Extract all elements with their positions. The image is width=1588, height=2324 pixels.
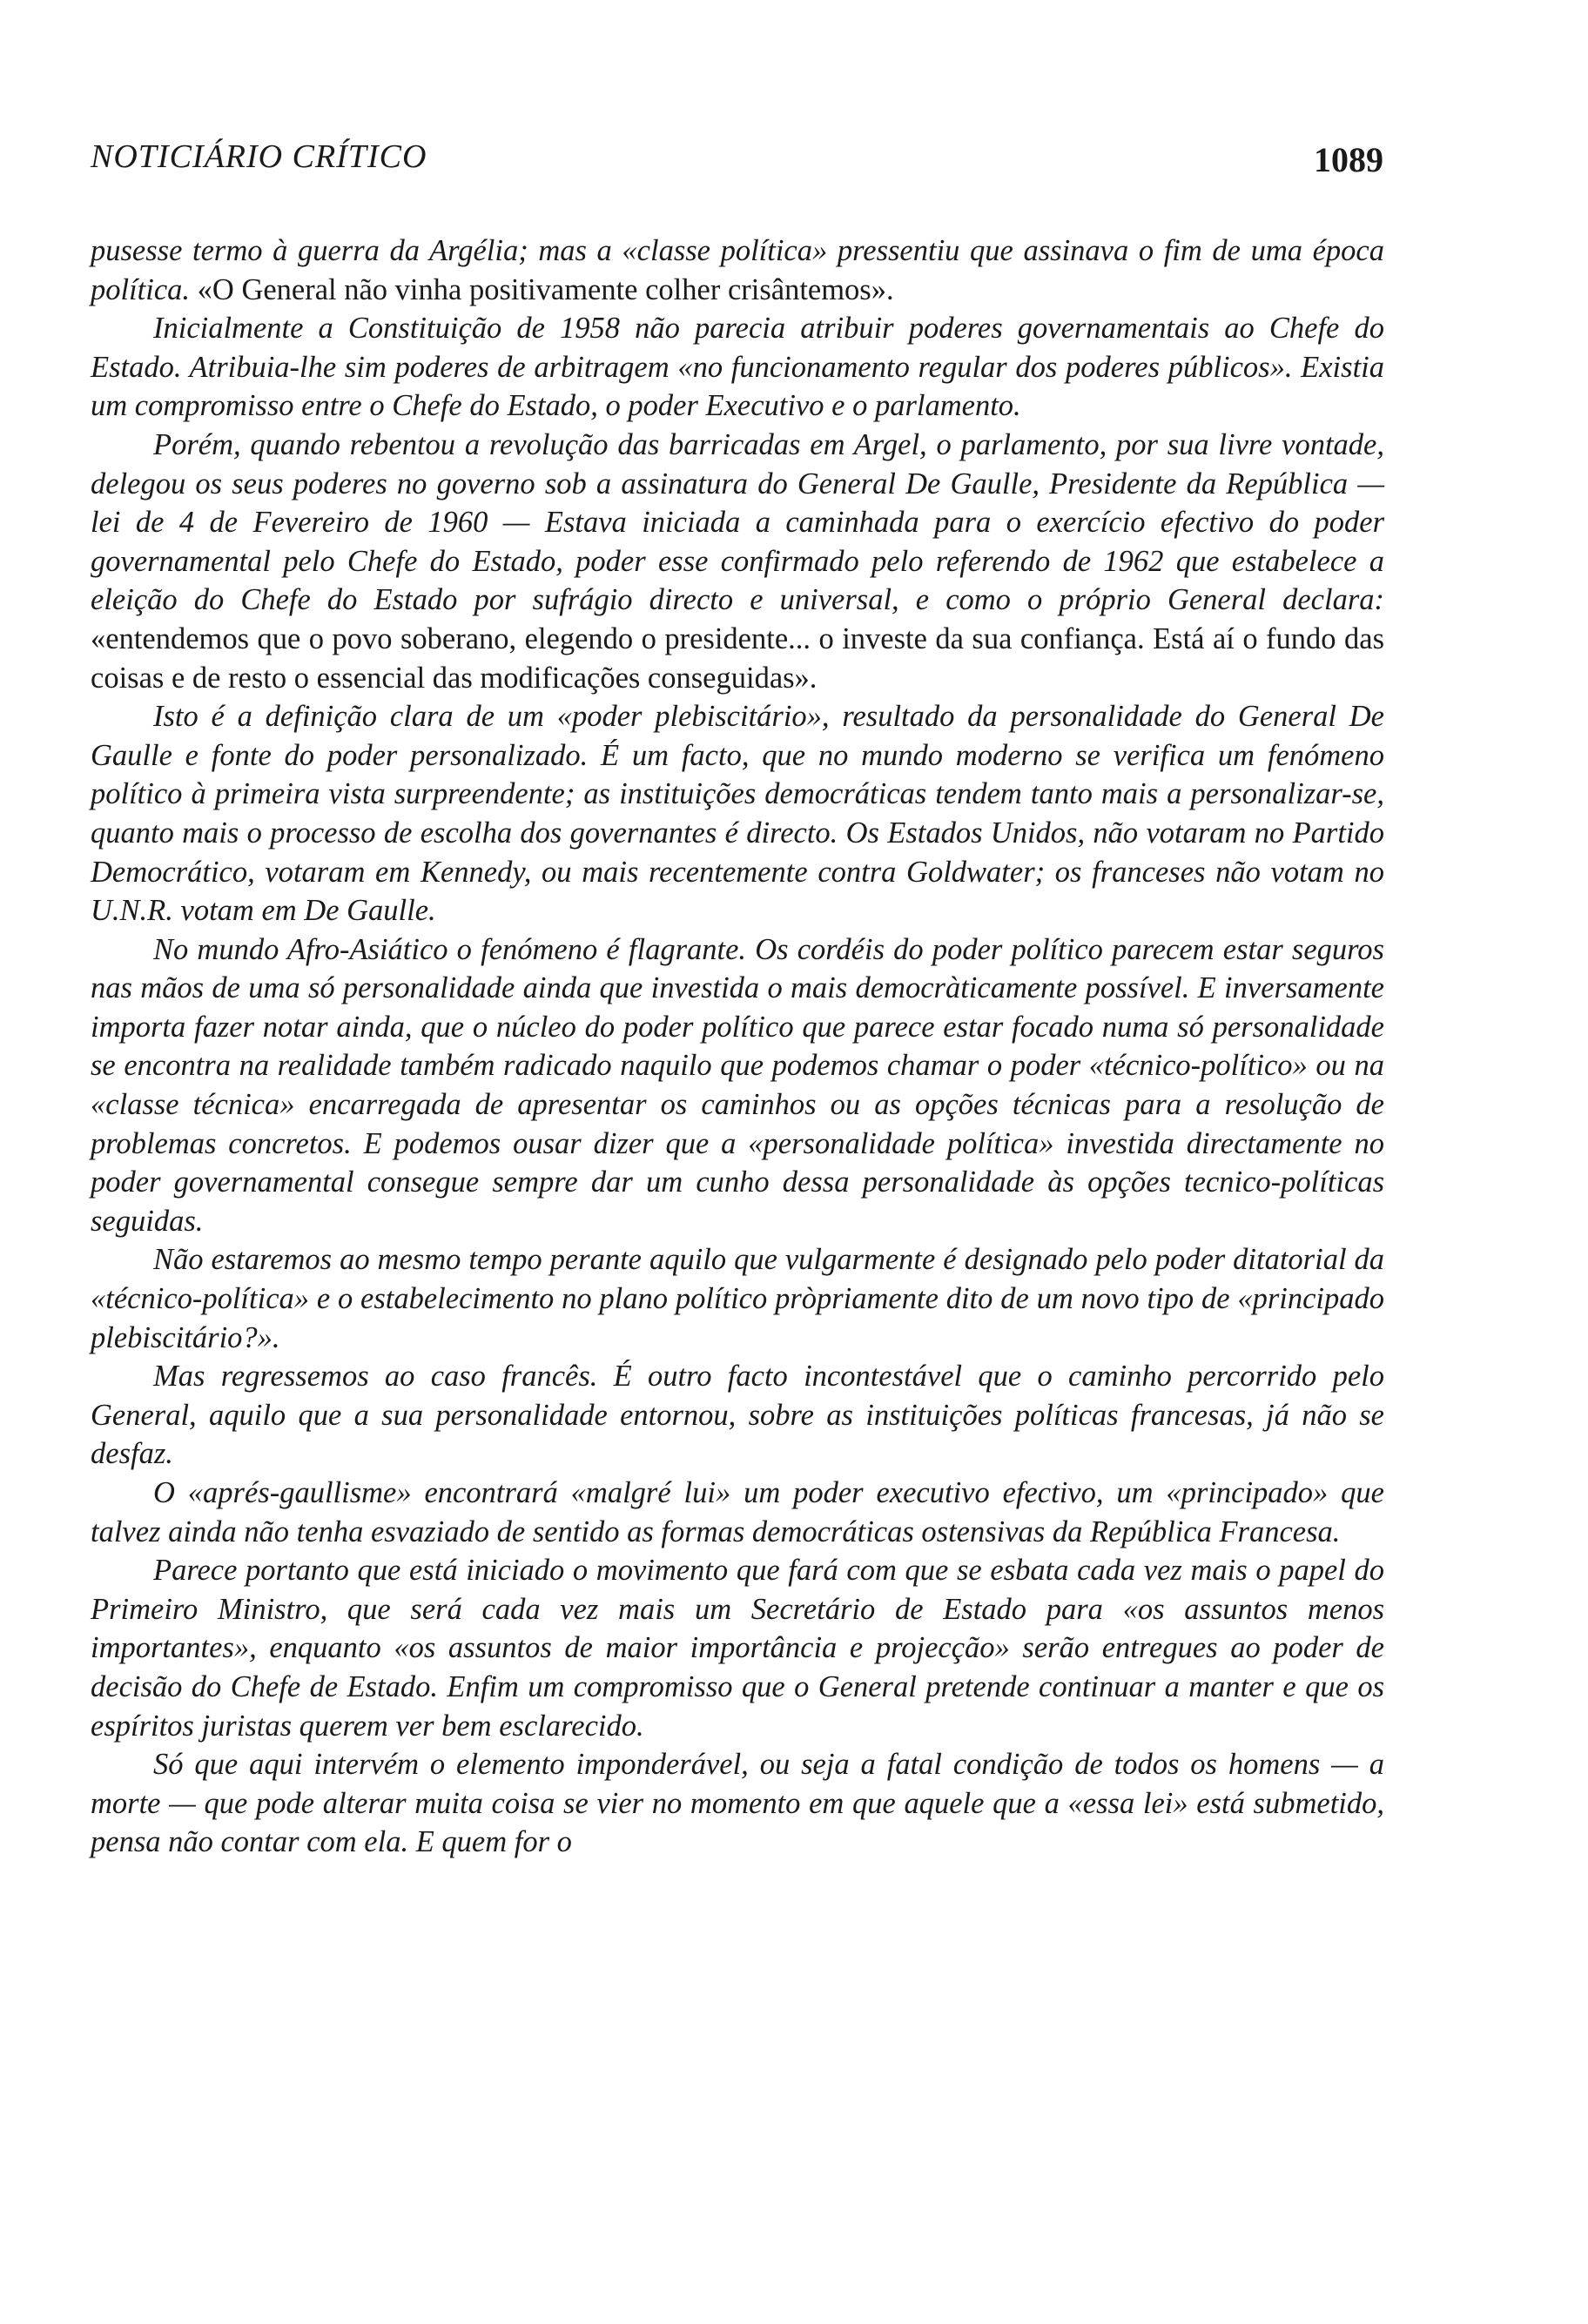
body-text [91, 232, 1384, 1862]
text-span: O «aprés-gaullisme» encontrará «malgré lui» um poder executivo efectivo, um «principado» que talvez ainda não tenha esvaziado de sentido as formas democráticas ostensivas da República Francesa. [91, 1476, 1384, 1548]
text-span: «entendemos que o povo soberano, elegendo o presidente... o investe da sua confiança. Está aí o fundo das coisas e de resto o essencial das modificações conseguidas». [91, 621, 1384, 695]
text-span: Parece portanto que está iniciado o movimento que fará com que se esbata cada vez mais o papel do Primeiro Ministro, que será cada vez mais um Secretário de Estado para «os assuntos menos importantes», enquanto «os assuntos de maior importância e projecção» serão entregues ao poder de decisão do Chefe de Estado. Enfim um compromisso que o General pretende continuar a manter e que os espíritos juristas querem ver bem esclarecido. [91, 1554, 1384, 1743]
paragraph [91, 930, 1384, 1241]
page-number: 1089 [1314, 140, 1383, 179]
text-span: pusesse termo à guerra da Argélia; mas a «classe política» pressentiu que assinava o fim de uma época política. [91, 234, 1384, 306]
text-span: Só que aqui intervém o elemento imponderável, ou seja a fatal condição de todos os homens — a morte — que pode alterar muita coisa se vier no momento em que aquele que a «essa lei» está submetido, pensa não contar com ela. E quem for o [91, 1748, 1384, 1859]
text-span: Mas regressemos ao caso francês. É outro facto incontestável que o caminho percorrido pelo General, aquilo que a sua personalidade entornou, sobre as instituições políticas francesas, já não se desfaz. [91, 1360, 1384, 1471]
text-span: Inicialmente a Constituição de 1958 não parecia atribuir poderes governamentais ao Chefe do Estado. Atribuia-lhe sim poderes de arbitragem «no funcionamento regular dos poderes públicos». Existia um compromisso entre o Chefe do Estado, o poder Executivo e o parlamento. [91, 312, 1384, 423]
paragraph [91, 309, 1384, 426]
text-span: Isto é a definição clara de um «poder plebiscitário», resultado da personalidade do General De Gaulle e fonte do poder personalizado. É um facto, que no mundo moderno se verifica um fenómeno político à primeira vista surpreendente; as instituições democráticas tendem tanto mais a personalizar-se, quanto mais o processo de escolha dos governantes é directo. Os Estados Unidos, não votaram no Partido Democrático, votaram em Kennedy, ou mais recentemente contra Goldwater; os franceses não votam no U.N.R. votam em De Gaulle. [91, 700, 1384, 928]
paragraph [91, 426, 1384, 697]
paragraph [91, 1474, 1384, 1551]
paragraph [91, 232, 1384, 309]
text-span: Porém, quando rebentou a revolução das barricadas em Argel, o parlamento, por sua livre vontade, delegou os seus poderes no governo sob a assinatura do General De Gaulle, Presidente da República — lei de 4 de Fevereiro de 1960 — Estava iniciada a caminhada para o exercício efectivo do poder governamental pelo Chefe do Estado, poder esse confirmado pelo referendo de 1962 que estabelece a eleição do Chefe do Estado por sufrágio directo e universal, e como o próprio General declara: [91, 427, 1384, 617]
paragraph [91, 697, 1384, 930]
paragraph [91, 1357, 1384, 1474]
text-span: No mundo Afro-Asiático o fenómeno é flagrante. Os cordéis do poder político parecem estar seguros nas mãos de uma só personalidade ainda que investida o mais democràticamente possível. E inversamente importa fazer notar ainda, que o núcleo do poder político que parece estar focado numa só personalidade se encontra na realidade também radicado naquilo que podemos chamar o poder «técnico-político» ou na «classe técnica» encarregada de apresentar os caminhos ou as opções técnicas para a resolução de problemas concretos. E podemos ousar dizer que a «personalidade política» investida directamente no poder governamental consegue sempre dar um cunho dessa personalidade às opções tecnico-políticas seguidas. [91, 932, 1384, 1238]
paragraph [91, 1745, 1384, 1862]
paragraph [91, 1551, 1384, 1745]
running-head: NOTICIÁRIO CRÍTICO [91, 138, 427, 175]
text-span: «O General não vinha positivamente colher crisântemos». [197, 272, 894, 306]
paragraph [91, 1240, 1384, 1357]
text-span: Não estaremos ao mesmo tempo perante aquilo que vulgarmente é designado pelo poder ditatorial da «técnico-política» e o estabelecimento no plano político pròpriamente dito de um novo tipo de «principado plebiscitário?». [91, 1243, 1384, 1354]
